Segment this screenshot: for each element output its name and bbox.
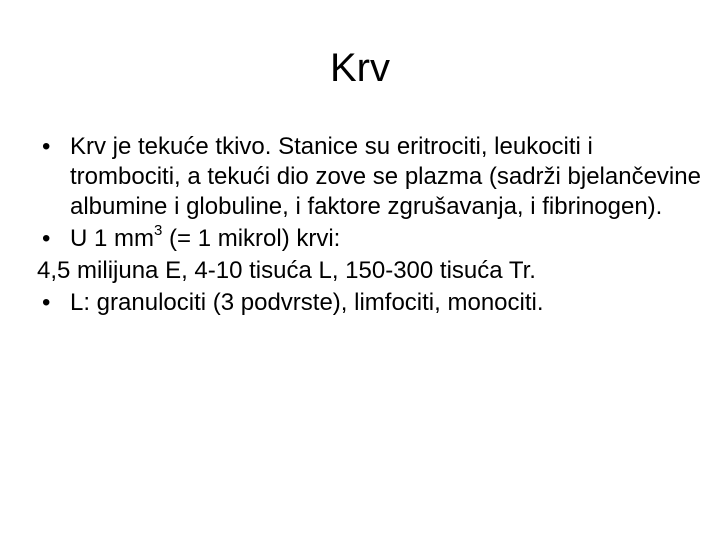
bullet-item-blood-volume — [36, 224, 706, 254]
bullet-text-before: U 1 mm — [70, 225, 154, 252]
bullet-text-after: (= 1 mikrol) krvi: — [162, 225, 341, 252]
bullet-item-leukocyte-types — [36, 288, 706, 318]
bullet-text: L: granulociti (3 podvrste), limfociti, monociti. — [70, 289, 544, 316]
slide-title: Krv — [330, 46, 390, 90]
bullet-item-blood-definition — [36, 132, 706, 222]
slide-body — [36, 132, 706, 320]
cell-counts-line: 4,5 milijuna E, 4-10 tisuća L, 150-300 tisuća Tr. — [37, 257, 536, 284]
bullet-text: Krv je tekuće tkivo. Stanice su eritrociti, leukociti i trombociti, a tekući dio zove se plazma (sadrži bjelančevine albumine i globuline, i faktore zgrušavanja, i fibrinogen). — [70, 133, 701, 220]
cubic-superscript: 3 — [154, 222, 163, 239]
bullet-marker: • — [42, 133, 51, 160]
bullet-marker: • — [42, 289, 51, 316]
plain-line-container — [36, 256, 706, 286]
bullet-marker: • — [42, 225, 51, 252]
